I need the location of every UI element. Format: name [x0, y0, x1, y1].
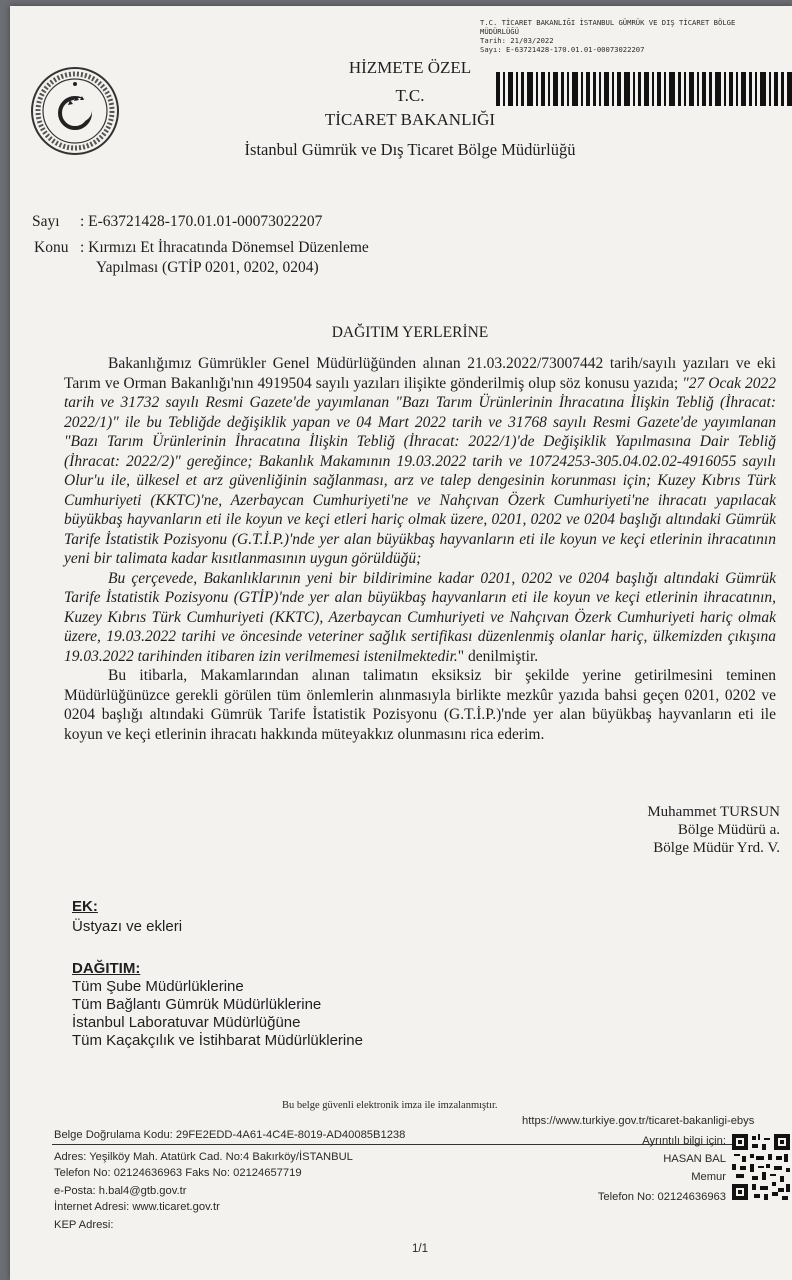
konu-value: : Kırmızı Et İhracatında Dönemsel Düzenleme — [80, 239, 369, 256]
paragraph-1-quote: "27 Ocak 2022 tarih ve 31732 sayılı Resmi Gazete'de yayımlanan "Bazı Tarım Ürünlerinin İhracatına İlişkin Tebliğ (İhracat: 2022/1)" ile bu Tebliğde değişiklik yapan ve 04 Mart 2022 tarih ve 31768 sayılı Resmi Gazete'de yayımlanan "Bazı Tarım Ürünlerinin İhracatına İlişkin Tebliğ (İhracat: 2022/1)'de Değişiklik Yapılmasına Dair Tebliğ (İhracat: 2022/2)" gereğince; Bakanlık Makamının 19.03.2022 tarih ve 10724253-305.04.02.02-4916055 sayılı Olur'u ile, ülkesel et arz güvenliğinin sağlanması, arz ve talep dengesinin korunması için; Kuzey Kıbrıs Türk Cumhuriyeti (KKTC)'ne, Azerbaycan Cumhuriyeti'ne ve Nahçıvan Özerk Cumhuriyeti'ne ihracatı yapılacak büyükbaş hayvanların eti ile koyun ve keçi etleri hariç olmak üzere, 0201, 0202 ve 0204 başlığı altındaki Gümrük Tarife İstatistik Pozisyonu (G.T.İ.P.)'nde yer alan büyükbaş hayvanların eti ile koyun ve keçi etlerinin ihracatının yeni bir talimata kadar kısıtlanmasının uygun görüldüğü; — [64, 374, 777, 567]
barcode-icon — [496, 72, 792, 106]
stamp-line: MÜDÜRLÜĞÜ — [480, 27, 519, 36]
directorate-name: İstanbul Gümrük ve Dış Ticaret Bölge Müdürlüğü — [244, 140, 576, 159]
paragraph-2-end: " denilmiştir. — [457, 647, 539, 665]
info-name: HASAN BAL — [663, 1153, 726, 1165]
signer-title: Bölge Müdürü a. — [677, 822, 780, 838]
classification-label: HİZMETE ÖZEL — [348, 58, 472, 77]
document-page — [10, 6, 792, 1280]
ministry-seal-icon — [30, 66, 120, 156]
stamp-line: T.C. TİCARET BAKANLIĞI İSTANBUL GÜMRÜK VE DIŞ TİCARET BÖLGE — [480, 18, 736, 27]
footer-web: İnternet Adresi: www.ticaret.gov.tr — [54, 1201, 220, 1213]
konu-value-continued: Yapılması (GTİP 0201, 0202, 0204) — [96, 259, 319, 276]
verify-url[interactable]: https://www.turkiye.gov.tr/ticaret-bakanligi-ebys — [522, 1115, 755, 1127]
ministry-name: TİCARET BAKANLIĞI — [324, 110, 496, 129]
letter-body — [64, 354, 776, 744]
paragraph-2 — [64, 569, 776, 667]
dagitim-item: Tüm Bağlantı Gümrük Müdürlüklerine — [72, 996, 322, 1013]
ek-label: EK: — [72, 898, 98, 915]
paragraph-2-quote: Bu çerçevede, Bakanlıklarının yeni bir bildirimine kadar 0201, 0202 ve 0204 başlığı altındaki Gümrük Tarife İstatistik Pozisyonu (GTİP)'nde yer alan büyükbaş hayvanların eti ile koyun ve keçi etlerinin ihracatının, Kuzey Kıbrıs Türk Cumhuriyeti (KKTC), Azerbaycan Cumhuriyeti ve Nahçıvan Özerk Cumhuriyeti hariç olmak üzere, 19.03.2022 tarihi ve öncesinde veteriner sağlık sertifikası düzenlenmiş olanlar hariç, ülkemizden çıkışına 19.03.2022 tarihinden itibaren izin verilmemesi istenilmektedir. — [64, 569, 776, 665]
signer-name: Muhammet TURSUN — [647, 804, 780, 820]
signer-title: Bölge Müdür Yrd. V. — [653, 840, 780, 856]
stamp-number: Sayı: E-63721428-170.01.01-00073022207 — [480, 45, 645, 54]
paragraph-3: Bu itibarla, Makamlarından alınan talimatın eksiksiz bir şekilde yerine getirilmesini teminen Müdürlüğünüzce gerekli görülen tüm önlemlerin alınmasıyla birlikte mezkûr yazıda bahsi geçen 0201, 0202 ve 0204 başlığı altındaki Gümrük Tarife İstatistik Pozisyonu (G.T.İ.P.)'nde yer alan büyükbaş hayvanların eti ile koyun ve keçi etlerinin ihracatı hakkında müteyakkız olunmasını rica ederim. — [64, 667, 776, 743]
document-stamp — [480, 18, 792, 54]
esign-note: Bu belge güvenli elektronik imza ile imzalanmıştır. — [282, 1100, 498, 1111]
signature-block — [570, 803, 780, 857]
sayi-value: : E-63721428-170.01.01-00073022207 — [80, 213, 323, 230]
footer-email: e-Posta: h.bal4@gtb.gov.tr — [54, 1185, 187, 1197]
paragraph-1 — [64, 354, 776, 569]
dagitim-item: Tüm Kaçakçılık ve İstihbarat Müdürlüklerine — [72, 1032, 363, 1049]
info-phone: Telefon No: 02124636963 — [597, 1191, 726, 1203]
stamp-date: Tarih: 21/03/2022 — [480, 36, 554, 45]
footer-address: Adres: Yeşilköy Mah. Atatürk Cad. No:4 Bakırköy/İSTANBUL — [54, 1151, 353, 1163]
info-label: Ayrıntılı bilgi için: — [642, 1135, 726, 1147]
state-label: T.C. — [395, 86, 425, 105]
ek-item: Üstyazı ve ekleri — [72, 918, 183, 935]
page-number: 1/1 — [412, 1243, 428, 1255]
qr-code-icon — [732, 1134, 790, 1200]
footer-phone-fax: Telefon No: 02124636963 Faks No: 02124657719 — [54, 1167, 302, 1179]
dagitim-item: Tüm Şube Müdürlüklerine — [72, 978, 244, 995]
footer-kep: KEP Adresi: — [54, 1219, 114, 1231]
verify-code: Belge Doğrulama Kodu: 29FE2EDD-4A61-4C4E-8019-AD40085B1238 — [54, 1129, 406, 1141]
konu-label: Konu — [34, 239, 69, 256]
distribution-title: DAĞITIM YERLERİNE — [331, 324, 489, 341]
dagitim-label: DAĞITIM: — [72, 960, 141, 977]
dagitim-item: İstanbul Laboratuvar Müdürlüğüne — [72, 1014, 301, 1031]
sayi-label: Sayı — [32, 213, 60, 230]
info-role: Memur — [691, 1171, 726, 1183]
paragraph-1-intro: Bakanlığımız Gümrükler Genel Müdürlüğünden alınan 21.03.2022/73007442 tarih/sayılı yazıları ve eki Tarım ve Orman Bakanlığı'nın 4919504 sayılı yazıları ilişikte gönderilmiş olup söz konusu yazıda; — [64, 355, 776, 392]
